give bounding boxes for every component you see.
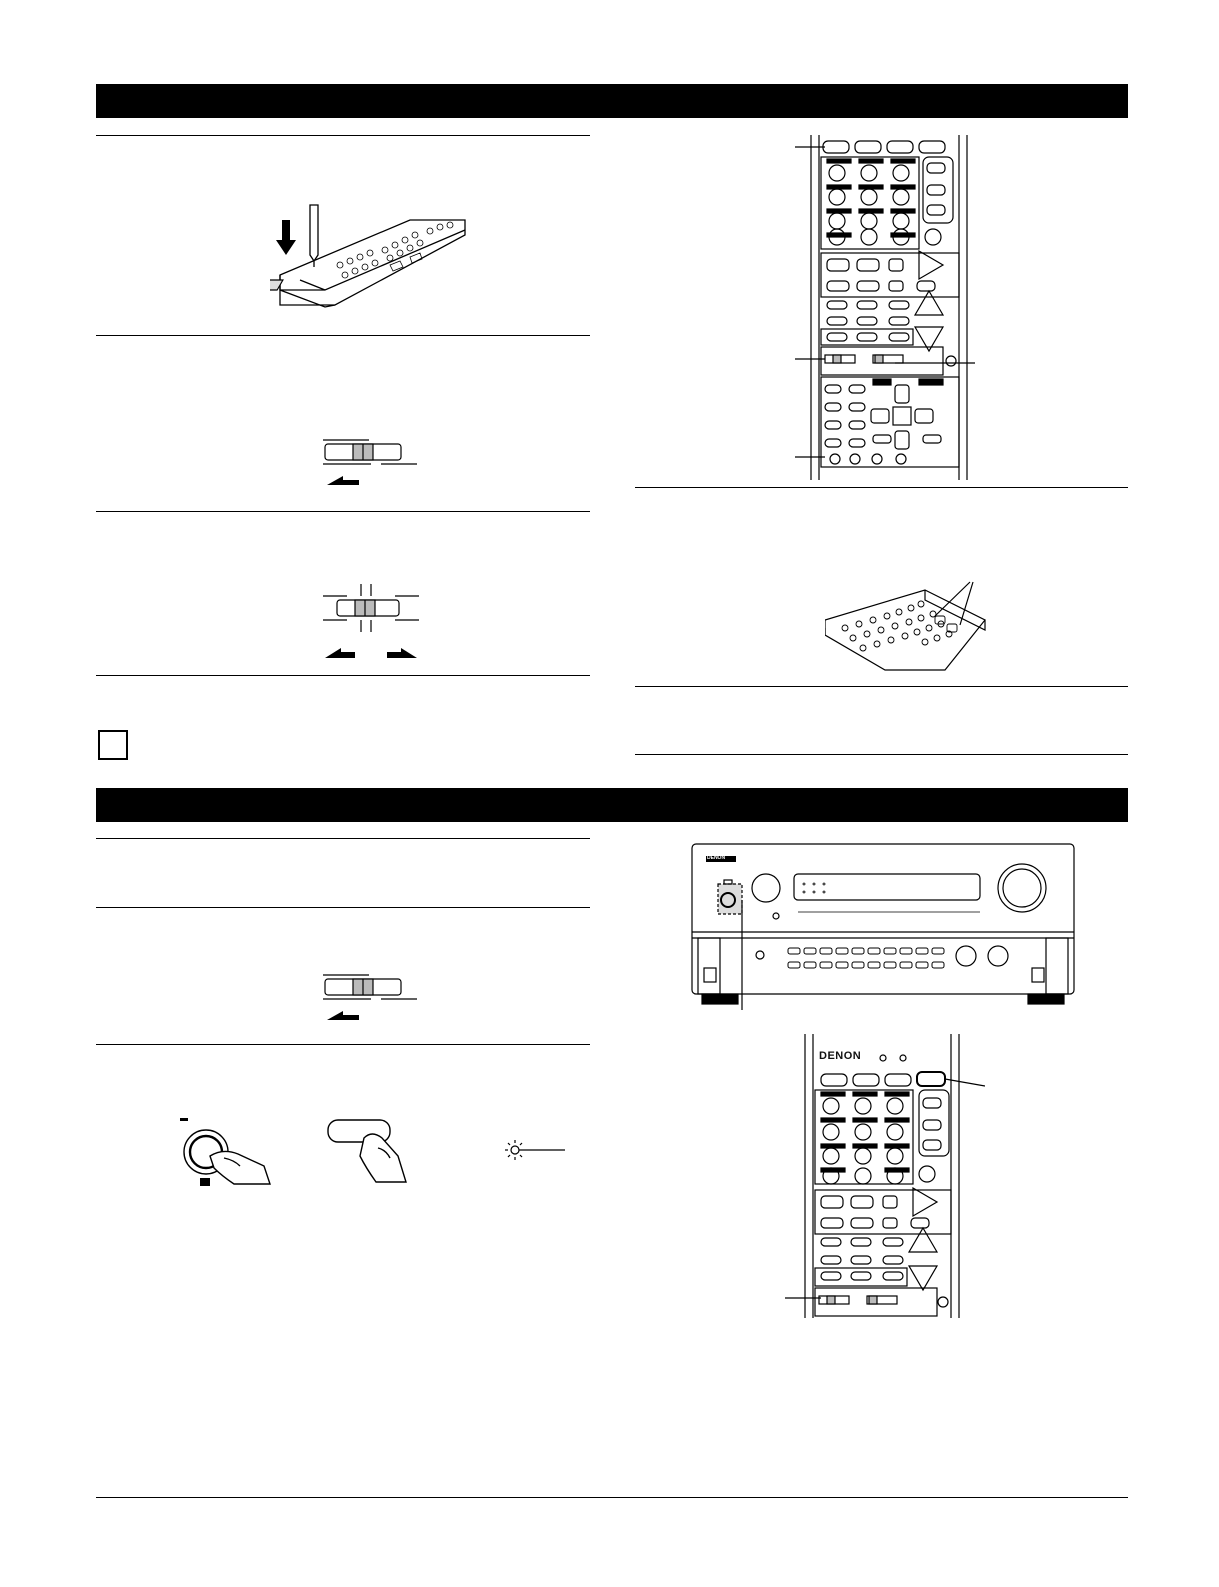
receiver-front-panel-illustration — [690, 842, 1076, 1010]
note-checkbox — [98, 730, 128, 760]
slide-switch-left-2 — [323, 973, 419, 1023]
power-button-press-illustration — [178, 1118, 274, 1188]
remote-controller-bottom-illustration — [785, 1034, 985, 1318]
step-divider — [96, 335, 590, 336]
slide-switch-left — [323, 438, 419, 488]
section-header-bar-middle — [96, 788, 1128, 822]
remote-reset-illustration — [270, 195, 470, 320]
step-divider — [96, 907, 590, 908]
step-divider — [96, 135, 590, 136]
step-divider — [635, 754, 1128, 755]
remote-angled-illustration — [825, 580, 990, 675]
remote-button-press-illustration — [326, 1118, 412, 1188]
step-divider — [96, 511, 590, 512]
section-header-bar-top — [96, 84, 1128, 118]
indicator-lamp-illustration — [505, 1138, 567, 1162]
step-divider — [96, 1044, 590, 1045]
step-divider — [635, 686, 1128, 687]
step-divider — [96, 675, 590, 676]
receiver-brand-label: DENON — [707, 855, 726, 861]
slide-switch-center — [323, 584, 419, 660]
footer-rule — [96, 1497, 1128, 1498]
step-divider — [96, 838, 590, 839]
remote-brand-label: DENON — [819, 1050, 862, 1062]
remote-controller-top-illustration — [795, 135, 985, 480]
step-divider — [635, 487, 1128, 488]
